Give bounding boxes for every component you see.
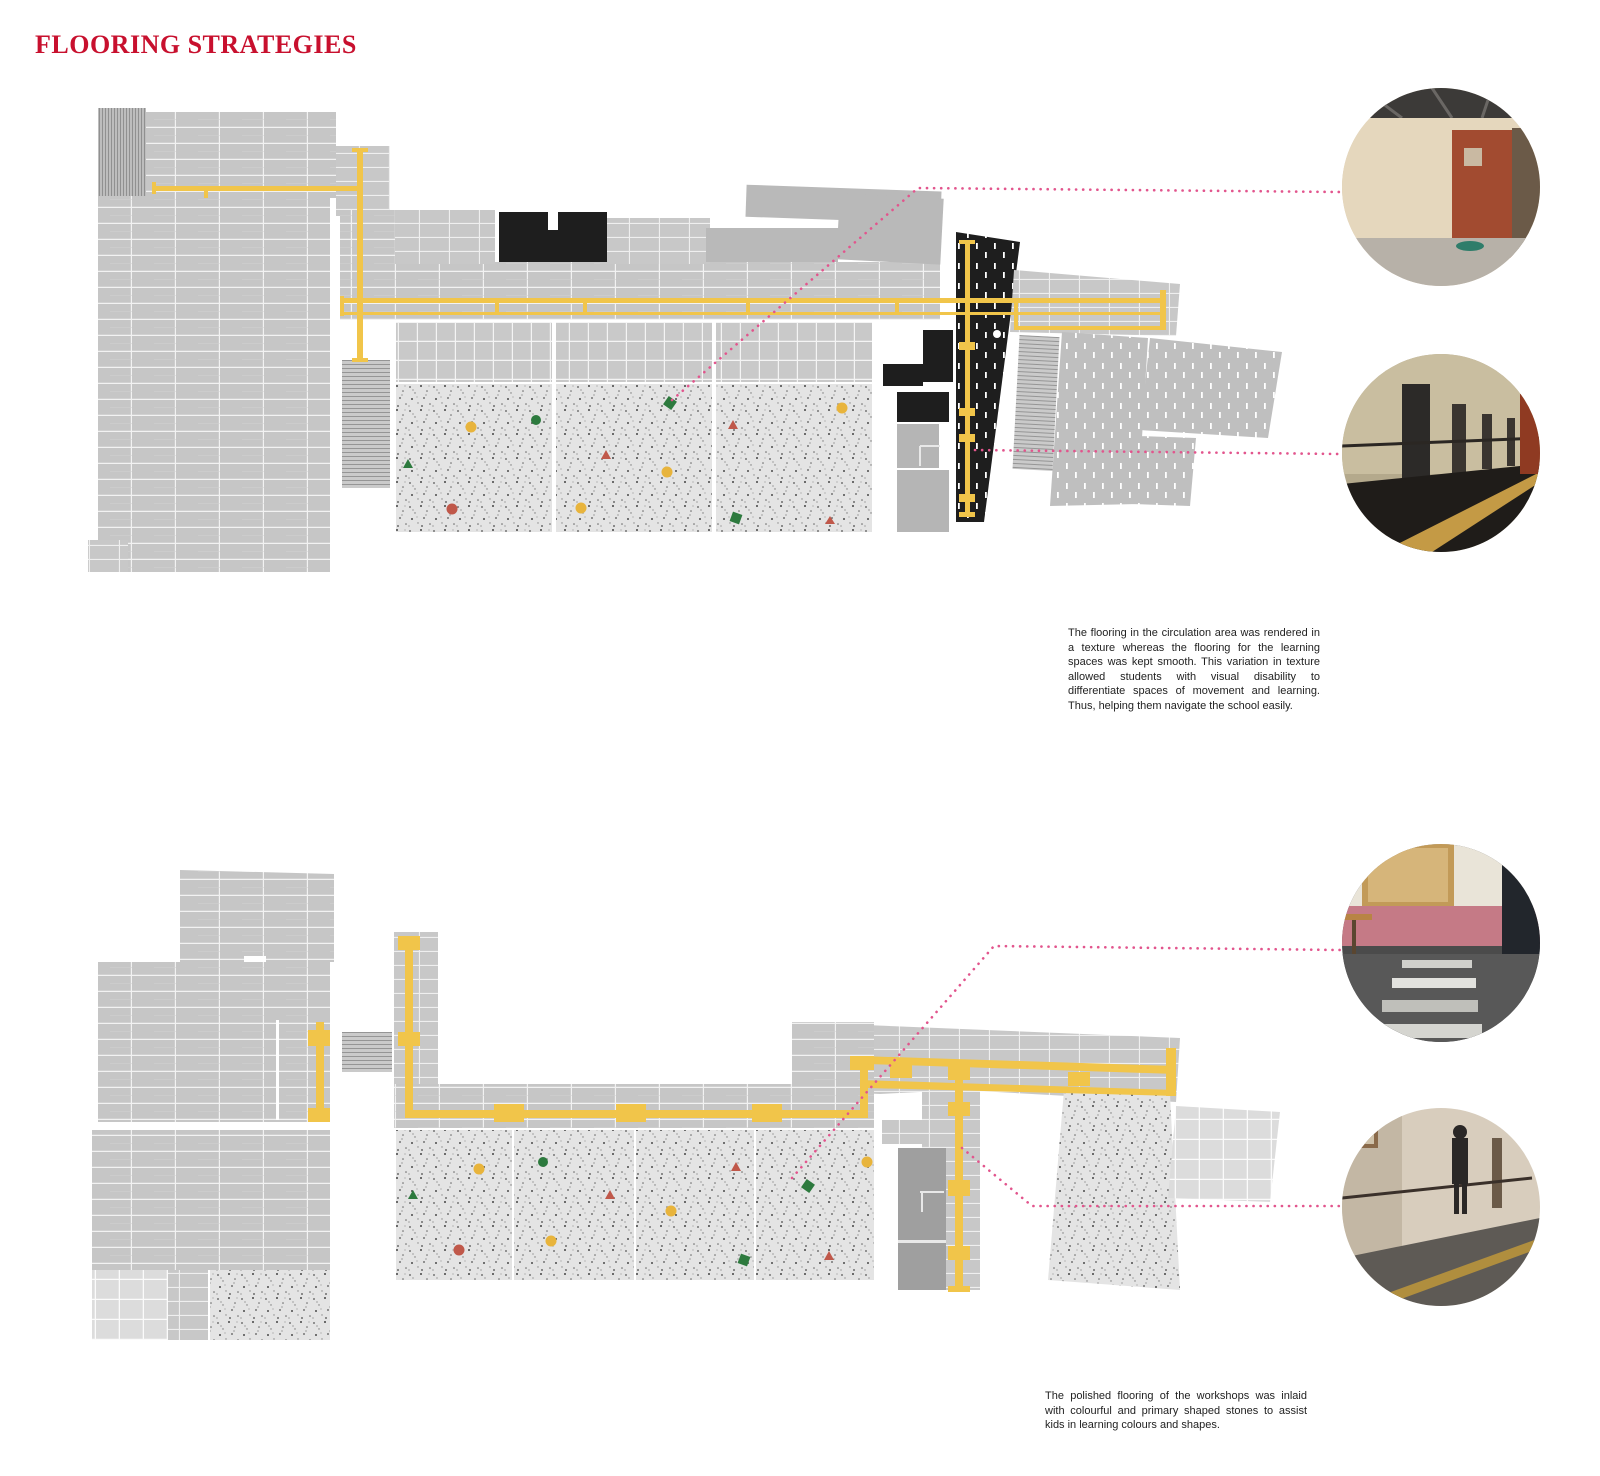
caption-workshop-inlays: The polished flooring of the workshops was inlaid with colourful and primary shaped stones to assist kids in learning colours and shapes.	[1045, 1390, 1307, 1432]
paving-west-annex	[88, 540, 128, 572]
workshop-terrazzo-1	[396, 384, 552, 532]
classroom-grid-3	[716, 322, 872, 382]
upper-floor-plan	[88, 108, 1282, 572]
paving-north-block-lower	[180, 870, 334, 962]
paving-southwest-lower	[92, 1130, 330, 1270]
light-grid-southwest	[92, 1270, 168, 1340]
terrazzo-east-lower	[1048, 1090, 1180, 1290]
grey-block-lower	[898, 1148, 946, 1290]
workshop-terrazzo-l1	[396, 1130, 512, 1280]
workshop-terrazzo-l3	[636, 1130, 754, 1280]
stair-strip	[342, 360, 390, 488]
main-corridor-strip	[340, 262, 940, 320]
workshop-terrazzo-l2	[514, 1130, 634, 1280]
classroom-grid-1	[396, 322, 552, 382]
light-grid-east	[1168, 1106, 1280, 1202]
page-title: FLOORING STRATEGIES	[35, 30, 357, 59]
photo-patterned-floor	[1342, 844, 1540, 1042]
tactile-grey-panel-1	[1050, 332, 1148, 506]
classroom-grid-2	[556, 322, 712, 382]
caption-circulation-texture: The flooring in the circulation area was rendered in a texture whereas the flooring for the learning spaces was kept smooth. This variation in texture allowed students with visual disability to differentiate spaces of movement and learning. Thus, helping them navigate the school easily.	[1068, 627, 1320, 712]
paving-north-block	[146, 112, 336, 198]
stair-lower	[342, 1032, 392, 1072]
workshop-terrazzo-3	[716, 384, 872, 532]
tactile-grey-panel-2	[1140, 338, 1282, 438]
paving-west-wing-lower	[98, 962, 330, 1122]
workshop-terrazzo-l4	[756, 1130, 874, 1280]
stepped-paving-strip	[98, 108, 146, 196]
terrazzo-southwest	[210, 1270, 330, 1340]
photo-corridor-door	[1342, 88, 1540, 286]
photo-person-handrail	[1342, 1108, 1540, 1306]
grey-block-mid	[706, 228, 838, 262]
lower-floor-plan	[92, 870, 1280, 1340]
photo-corridor-handrail	[1342, 354, 1540, 552]
paving-west-wing	[98, 196, 330, 572]
